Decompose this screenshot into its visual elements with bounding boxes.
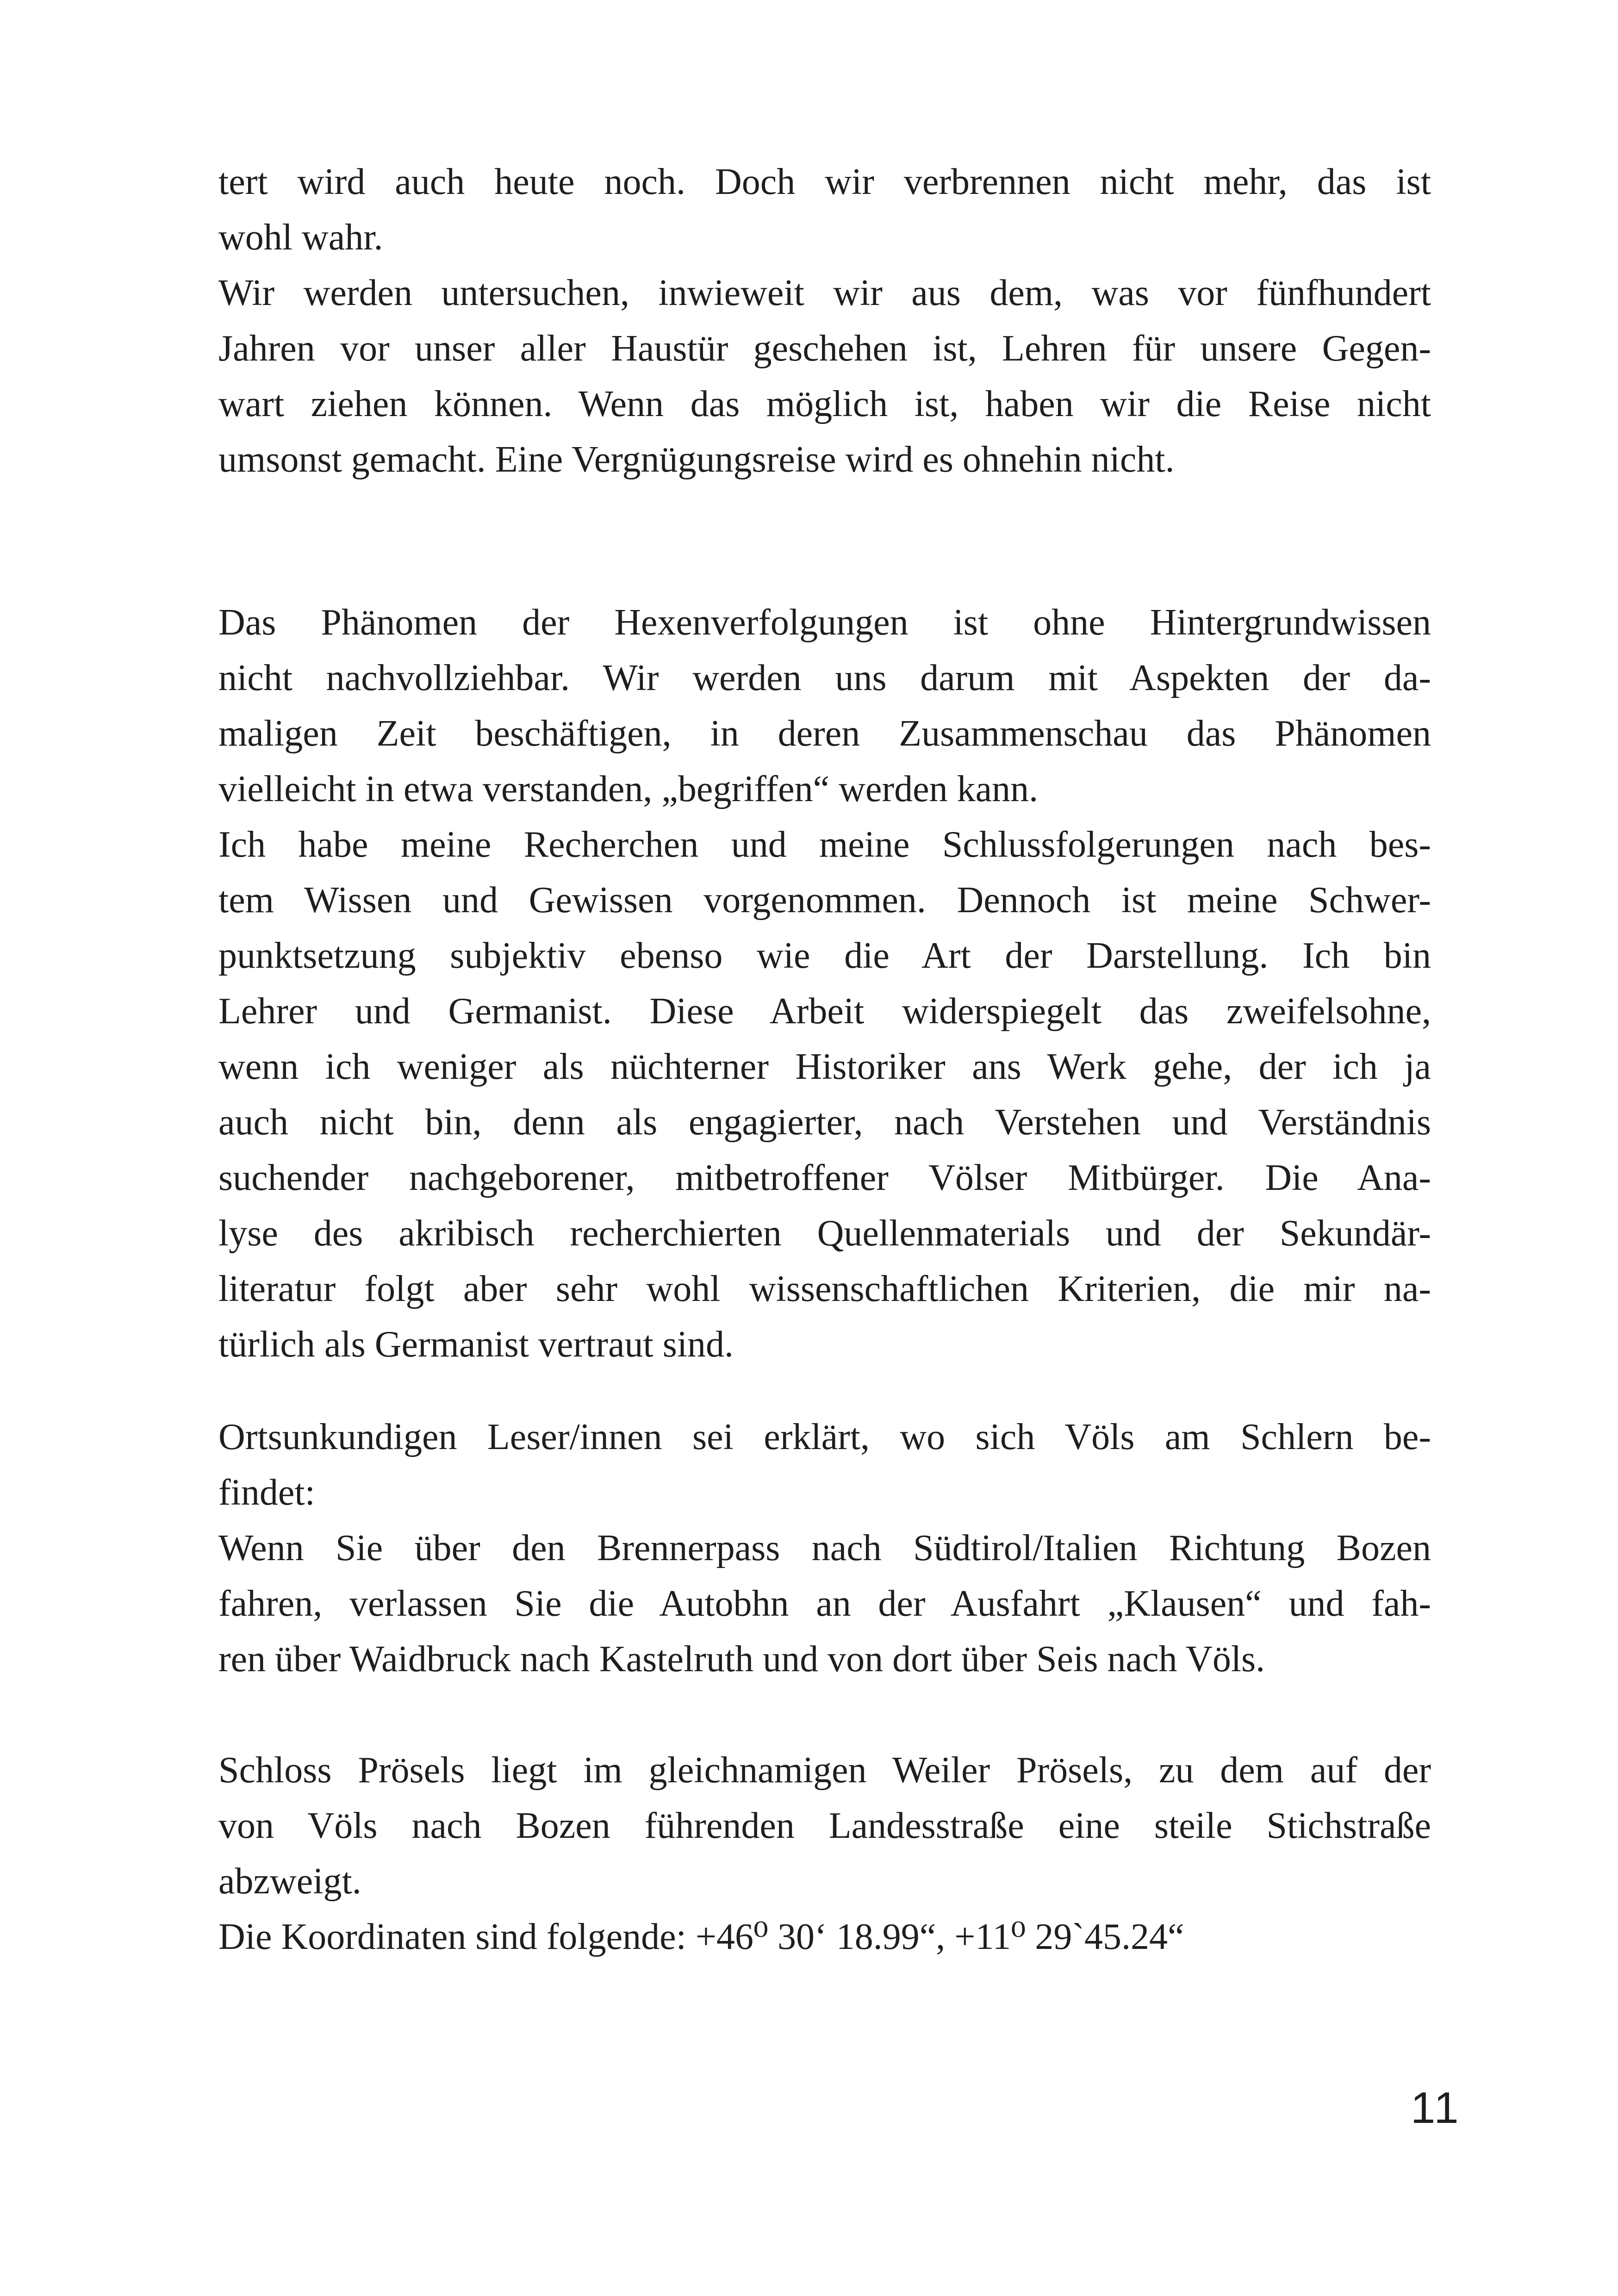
text-line: punktsetzung subjektiv ebenso wie die Art der Darstellung. Ich bin	[218, 935, 1431, 976]
page-number: 11	[1411, 2083, 1461, 2133]
text-line: Ich habe meine Recherchen und meine Schlussfolgerungen nach bes-	[218, 824, 1431, 865]
paragraph-1	[218, 154, 1431, 487]
text-line: tem Wissen und Gewissen vorgenommen. Dennoch ist meine Schwer-	[218, 880, 1431, 921]
text-line: Das Phänomen der Hexenverfolgungen ist ohne Hintergrundwissen	[218, 602, 1431, 643]
text-line: Wenn Sie über den Brennerpass nach Südtirol/Italien Richtung Bozen	[218, 1528, 1431, 1568]
text-line: tert wird auch heute noch. Doch wir verbrennen nicht mehr, das ist	[218, 162, 1431, 202]
text-line: von Völs nach Bozen führenden Landesstraße eine steile Stichstraße	[218, 1805, 1431, 1846]
text-line: wohl wahr.	[218, 217, 383, 258]
text-line: fahren, verlassen Sie die Autobhn an der Ausfahrt „Klausen“ und fah-	[218, 1583, 1431, 1624]
text-line: abzweigt.	[218, 1861, 361, 1902]
text-line: nicht nachvollziehbar. Wir werden uns darum mit Aspekten der da-	[218, 658, 1431, 698]
text-line: maligen Zeit beschäftigen, in deren Zusammenschau das Phänomen	[218, 713, 1431, 754]
text-line: wart ziehen können. Wenn das möglich ist, haben wir die Reise nicht	[218, 384, 1431, 424]
text-line: Jahren vor unser aller Haustür geschehen ist, Lehren für unsere Gegen-	[218, 328, 1431, 369]
text-line: ren über Waidbruck nach Kastelruth und von dort über Seis nach Völs.	[218, 1639, 1265, 1680]
text-line: Lehrer und Germanist. Diese Arbeit widerspiegelt das zweifelsohne,	[218, 991, 1431, 1032]
text-line: Wir werden untersuchen, inwieweit wir aus dem, was vor fünfhundert	[218, 273, 1431, 313]
paragraph-3	[218, 1409, 1431, 1687]
text-line: Ortsunkundigen Leser/innen sei erklärt, wo sich Völs am Schlern be-	[218, 1417, 1431, 1457]
text-line: türlich als Germanist vertraut sind.	[218, 1324, 734, 1365]
text-line: Die Koordinaten sind folgende: +46⁰ 30‘ 18.99“, +11⁰ 29`45.24“	[218, 1916, 1184, 1957]
text-line: auch nicht bin, denn als engagierter, nach Verstehen und Verständnis	[218, 1102, 1431, 1143]
text-line: umsonst gemacht. Eine Vergnügungsreise wird es ohnehin nicht.	[218, 439, 1175, 480]
text-line: findet:	[218, 1472, 315, 1513]
paragraph-2	[218, 595, 1431, 1372]
text-line: Schloss Prösels liegt im gleichnamigen Weiler Prösels, zu dem auf der	[218, 1750, 1431, 1791]
text-line: lyse des akribisch recherchierten Quellenmaterials und der Sekundär-	[218, 1213, 1431, 1254]
text-line: literatur folgt aber sehr wohl wissenschaftlichen Kriterien, die mir na-	[218, 1269, 1431, 1309]
paragraph-4	[218, 1742, 1431, 1965]
text-line: suchender nachgeborener, mitbetroffener Völser Mitbürger. Die Ana-	[218, 1157, 1431, 1198]
text-line: vielleicht in etwa verstanden, „begriffen“ werden kann.	[218, 769, 1039, 809]
text-line: wenn ich weniger als nüchterner Historiker ans Werk gehe, der ich ja	[218, 1046, 1431, 1087]
